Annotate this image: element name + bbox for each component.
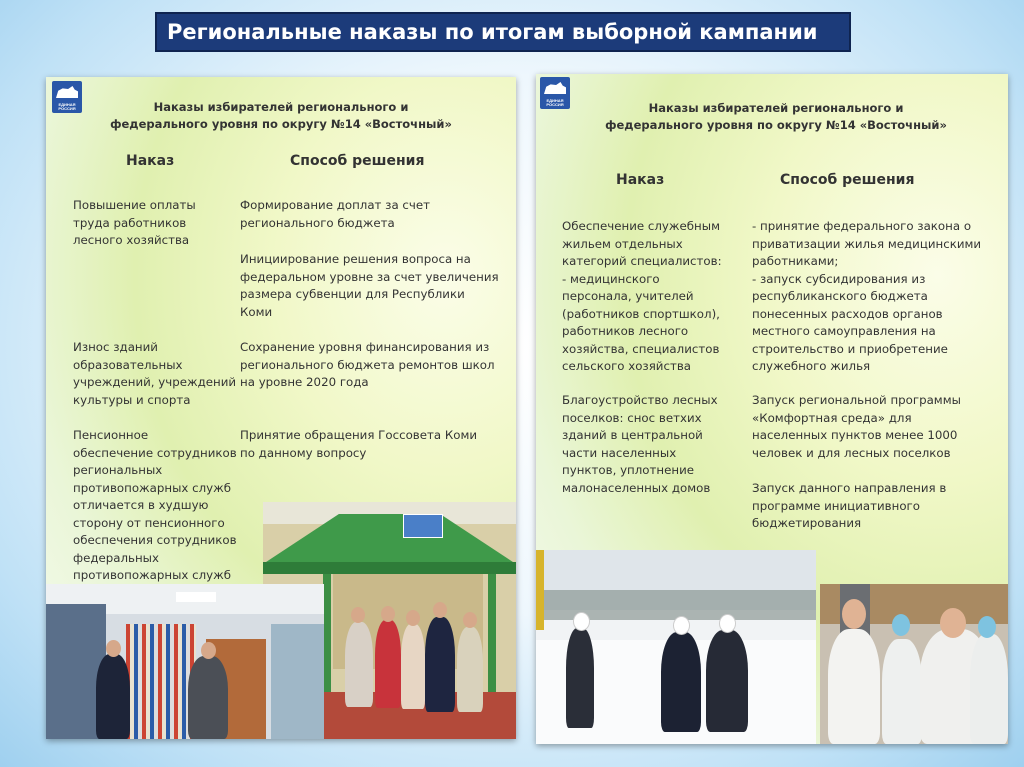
solution-item: - принятие федерального закона о приватизации жилья медицинскими работниками; - запуск субсидирования из республиканского бюджета понесенных расходов органов местного самоуправления на строительство и приобретение служебного жилья — [752, 219, 982, 373]
order-item: Обеспечение служебным жильем отдельных категорий специалистов: - медицинского персонала, учителей (работников спортшкол), работников лесного хозяйства, специалистов сельского хозяйства — [562, 219, 722, 373]
photo-snowy-construction-site — [536, 550, 816, 744]
right-document-panel — [536, 74, 1008, 744]
column-header-order: Наказ — [616, 172, 665, 188]
united-russia-logo: ЕДИНАЯ РОССИЯ — [52, 81, 82, 113]
slide-title: Региональные наказы по итогам выборной кампании — [155, 12, 851, 52]
column-header-solution: Способ решения — [780, 172, 915, 188]
document-heading: Наказы избирателей регионального и федерального уровня по округу №14 «Восточный» — [605, 101, 947, 132]
order-item: Повышение оплаты труда работников лесного хозяйства — [73, 198, 196, 247]
document-heading: Наказы избирателей регионального и федерального уровня по округу №14 «Восточный» — [110, 100, 452, 131]
order-item: Пенсионное обеспечение сотрудников региональных противопожарных служб отличается в худшую сторону от пенсионного обеспечения сотрудников федеральных противопожарных служб — [73, 428, 237, 582]
solution-item: Принятие обращения Госсовета Коми по данному вопросу — [240, 428, 478, 460]
solution-item: Запуск региональной программы «Комфортная среда» для населенных пунктов менее 1000 человек и для лесных поселков — [752, 393, 961, 460]
order-item: Износ зданий образовательных учреждений, учреждений культуры и спорта — [73, 340, 237, 407]
solution-item: Инициирование решения вопроса на федеральном уровне за счет увеличения размера субвенции для Республики Коми — [240, 252, 499, 319]
column-header-solution: Способ решения — [290, 153, 425, 169]
photo-hospital-visit — [820, 584, 1008, 744]
order-item: Благоустройство лесных поселков: снос ветхих зданий в центральной части населенных пунктов, уплотнение малонаселенных домов — [562, 393, 718, 495]
solution-item: Формирование доплат за счет регионального бюджета — [240, 198, 431, 230]
photo-ski-storage-room — [46, 584, 324, 739]
left-document-panel — [46, 77, 516, 739]
column-header-order: Наказ — [126, 153, 175, 169]
solution-item: Сохранение уровня финансирования из регионального бюджета ремонтов школ на уровне 2020 года — [240, 340, 495, 389]
solution-item: Запуск данного направления в программе инициативного бюджетирования — [752, 481, 947, 530]
united-russia-logo: ЕДИНАЯ РОССИЯ — [540, 77, 570, 109]
